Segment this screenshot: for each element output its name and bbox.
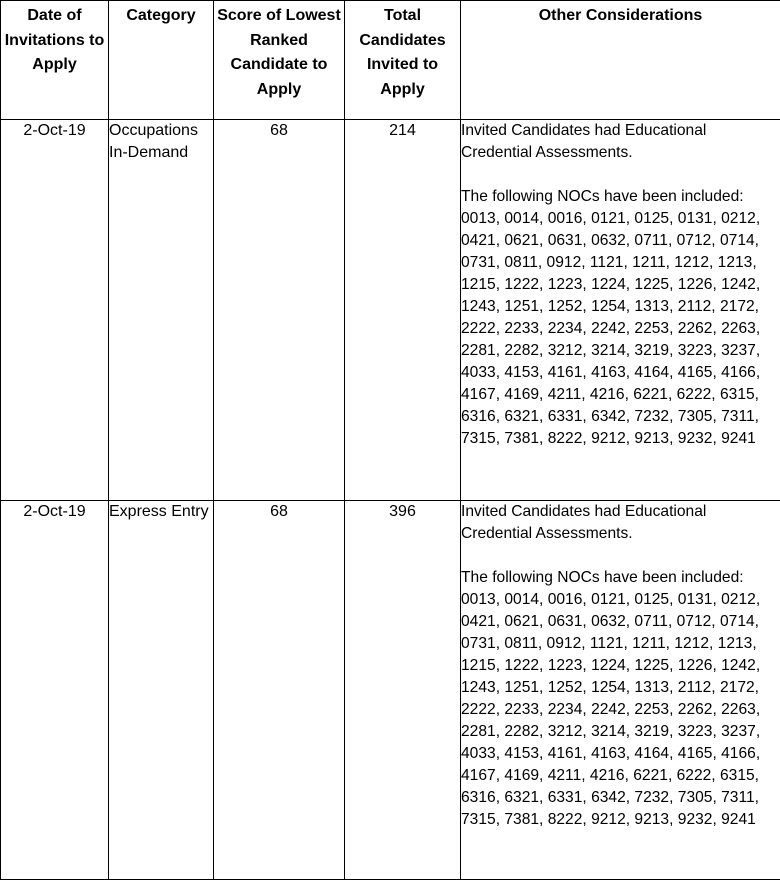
header-date	[1, 1, 109, 120]
cell-score: 68	[214, 501, 345, 880]
header-total	[345, 1, 461, 120]
header-date-label: Date of Invitations to Apply	[4, 7, 105, 73]
cell-date: 2-Oct-19	[1, 120, 109, 501]
nocs-intro: The following NOCs have been included:	[461, 188, 744, 205]
header-category-label: Category	[126, 7, 196, 24]
header-category	[109, 1, 214, 120]
header-score	[214, 1, 345, 120]
table-row	[1, 120, 780, 501]
header-total-label: Total Candidates Invited to Apply	[359, 7, 446, 98]
cell-other-considerations	[461, 501, 780, 880]
note-text: Invited Candidates had Educational Credential Assessments.	[461, 503, 707, 542]
cell-score: 68	[214, 120, 345, 501]
cell-other-considerations	[461, 120, 780, 501]
cell-total: 214	[345, 120, 461, 501]
nocs-list: 0013, 0014, 0016, 0121, 0125, 0131, 0212, 0421, 0621, 0631, 0632, 0711, 0712, 0714, 0731, 0811, 0912, 1121, 1211, 1212, 1213, 1215, 1222, 1223, 1224, 1225, 1226, 1242, 1243, 1251, 1252, 1254, 1313, 2112, 2172, 2222, 2233, 2234, 2242, 2253, 2262, 2263, 2281, 2282, 3212, 3214, 3219, 3223, 3237, 4033, 4153, 4161, 4163, 4164, 4165, 4166, 4167, 4169, 4211, 4216, 6221, 6222, 6315, 6316, 6321, 6331, 6342, 7232, 7305, 7311, 7315, 7381, 8222, 9212, 9213, 9232, 9241	[461, 591, 761, 828]
cell-category: Occupations In-Demand	[109, 120, 214, 501]
header-row	[1, 1, 780, 120]
cell-total: 396	[345, 501, 461, 880]
header-score-label: Score of Lowest Ranked Candidate to Apply	[217, 7, 341, 98]
nocs-intro: The following NOCs have been included:	[461, 569, 744, 586]
header-other-label: Other Considerations	[538, 7, 703, 24]
cell-category: Express Entry	[109, 501, 214, 880]
note-text: Invited Candidates had Educational Credential Assessments.	[461, 122, 707, 161]
nocs-list: 0013, 0014, 0016, 0121, 0125, 0131, 0212, 0421, 0621, 0631, 0632, 0711, 0712, 0714, 0731, 0811, 0912, 1121, 1211, 1212, 1213, 1215, 1222, 1223, 1224, 1225, 1226, 1242, 1243, 1251, 1252, 1254, 1313, 2112, 2172, 2222, 2233, 2234, 2242, 2253, 2262, 2263, 2281, 2282, 3212, 3214, 3219, 3223, 3237, 4033, 4153, 4161, 4163, 4164, 4165, 4166, 4167, 4169, 4211, 4216, 6221, 6222, 6315, 6316, 6321, 6331, 6342, 7232, 7305, 7311, 7315, 7381, 8222, 9212, 9213, 9232, 9241	[461, 210, 761, 447]
table-row	[1, 501, 780, 880]
header-other	[461, 1, 780, 120]
cell-date: 2-Oct-19	[1, 501, 109, 880]
